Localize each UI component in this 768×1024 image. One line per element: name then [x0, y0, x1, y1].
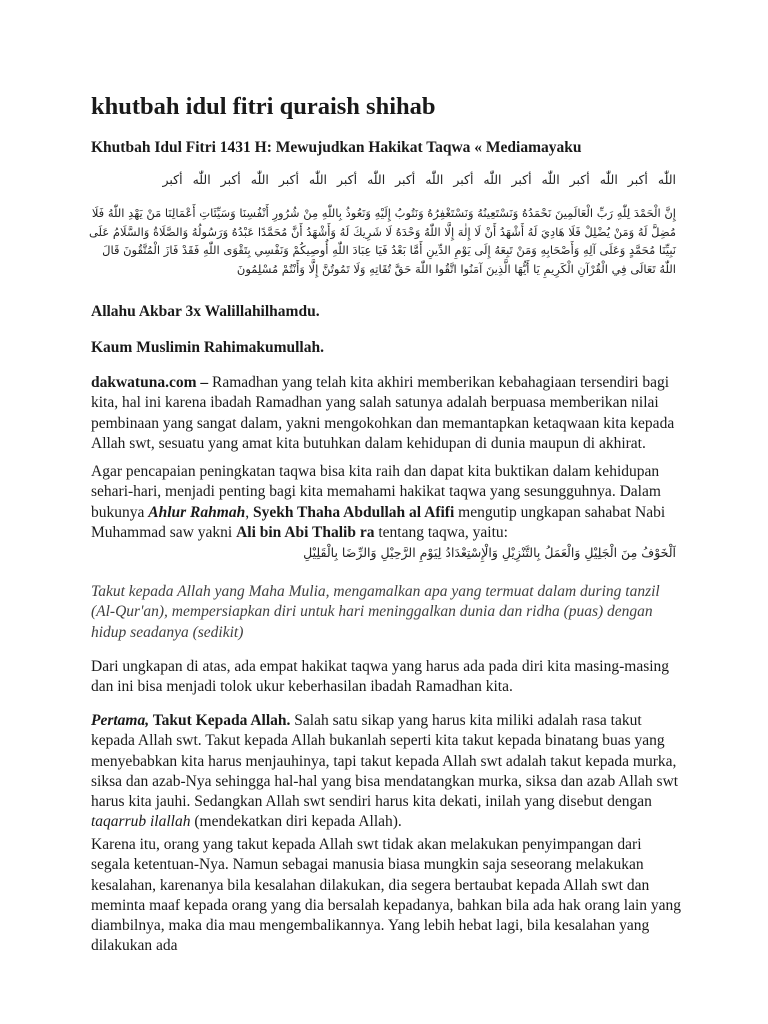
paragraph-intro — [91, 373, 683, 454]
opening-arabic-text: إِنَّ الْحَمْدَ لِلّٰهِ رَبِّ الْعَالَمِينَ نَحْمَدُهُ وَنَسْتَعِينُهُ وَنَسْتَغْفِرُهُ وَنَتُوبُ إِلَيْهِ وَنَعُوذُ بِاللّٰهِ مِنْ شُرُورِ أَنْفُسِنَا وَسَيِّئَاتِ أَعْمَالِنَا مَنْ يَهْدِ اللّٰهُ فَلَا مُضِلَّ لَهُ وَمَنْ يُضْلِلْ فَلَا هَادِيَ لَهُ أَشْهَدُ أَنْ لَا إِلٰهَ إِلَّا اللّٰهُ وَحْدَهُ لَا شَرِيكَ لَهُ وَأَشْهَدُ أَنَّ مُحَمَّدًا عَبْدُهُ وَرَسُولُهُ وَالصَّلَاةُ وَالسَّلَامُ عَلَى نَبِيِّنَا مُحَمَّدٍ وَعَلَى آلِهِ وَأَصْحَابِهِ وَمَنْ تَبِعَهُ إِلَى يَوْمِ الدِّينِ أَمَّا بَعْدُ فَيَا عِبَادَ اللّٰهِ أُوصِيكُمْ وَنَفْسِي بِتَقْوَى اللّٰهِ فَقَدْ فَازَ الْمُتَّقُونَ قَالَ اللّٰهُ تَعَالَى فِي الْقُرْآنِ الْكَرِيمِ يَا أَيُّهَا الَّذِينَ آمَنُوا اتَّقُوا اللّٰهَ حَقَّ تُقَاتِهِ وَلَا تَمُوتُنَّ إِلَّا وَأَنْتُمْ مُسْلِمُونَ — [88, 206, 676, 276]
paragraph-karena-itu: Karena itu, orang yang takut kepada Allah swt tidak akan melakukan penyimpangan dari segala ketentuan-Nya. Namun sebagai manusia biasa mungkin saja seseorang melakukan kesalahan, karenanya bila kesalahan dilakukan, dia segera bertaubat kepada Allah swt dan meminta maaf kepada orang yang dia bersalah kepadanya, bahkan bila ada hak orang lain yang diambilnya, maka dia mau mengembalikannya. Yang lebih hebat lagi, bila kesalahan yang dilakukan ada — [91, 836, 682, 955]
paragraph-text: Agar pencapaian peningkatan taqwa bisa kita raih dan dapat kita buktikan dalam kehidupan sehari-hari, menjadi penting bagi kita memahami hakikat taqwa yang sesungguhnya. Dalam bukunya — [91, 463, 661, 521]
atsar-arabic-text: اَلْخَوْفُ مِنَ الْجَلِيْلِ وَالْعَمَلُ بِالتَّنْزِيْلِ وَالْإِسْتِعْدَادُ لِيَوْمِ الرَّحِيْلِ وَالرِّضَا بِالْقَلِيْلِ — [303, 545, 676, 560]
separator: , — [245, 503, 253, 521]
paragraph-text: tentang taqwa, yaitu: — [374, 523, 508, 541]
paragraph-text: Salah satu sikap yang harus kita miliki adalah rasa takut kepada Allah swt. Takut kepada Allah bukanlah seperti kita takut kepada binatang buas yang menyebabkan kita harus menjauhinya, tapi takut kepada Allah swt adalah takut kepada murka, siksa dan azab-Nya sehingga hal-hal yang bisa mendatangkan murka, siksa dan azab Allah swt harus kita jauhi. Sedangkan Allah swt sendiri harus kita dekati, inilah yang disebut dengan — [91, 712, 679, 811]
paragraph-taqwa-context — [91, 462, 683, 543]
takbir-line: اللّٰه أكبر اللّٰه أكبر اللّٰه أكبر اللّٰه أكبر اللّٰه أكبر اللّٰه أكبر اللّٰه أكبر اللّٰه أكبر اللّٰه أكبر — [162, 172, 676, 187]
kaum-muslimin-line: Kaum Muslimin Rahimakumullah. — [91, 339, 324, 356]
paragraph-text: mengutip ungkapan sahabat Nabi Muhammad saw yakni — [91, 503, 666, 541]
paragraph-pertama — [91, 711, 683, 833]
allahu-akbar-line: Allahu Akbar 3x Walillahilhamdu. — [91, 303, 320, 320]
paragraph-four-essences: Dari ungkapan di atas, ada empat hakikat taqwa yang harus ada pada diri kita masing-masing dan ini bisa menjadi tolok ukur keberhasilan ibadah Ramadhan kita. — [91, 658, 670, 696]
taqarrub-term: taqarrub ilallah — [91, 813, 191, 831]
document-subtitle: Khutbah Idul Fitri 1431 H: Mewujudkan Hakikat Taqwa « Mediamayaku — [91, 139, 582, 156]
author-name: Syekh Thaha Abdullah al Afifi — [252, 503, 455, 521]
atsar-translation: Takut kepada Allah yang Maha Mulia, mengamalkan apa yang termuat dalam during tanzil (Al-Qur'an), mempersiapkan diri untuk hari meninggalkan dunia dan ridha (puas) dengan hidup seadanya (sedikit) — [91, 583, 660, 641]
pertama-label: Pertama, — [91, 712, 150, 729]
book-title: Ahlur Rahmah — [148, 503, 246, 521]
paragraph-intro-text: Ramadhan yang telah kita akhiri memberikan kebahagiaan tersendiri bagi kita, hal ini karena ibadah Ramadhan yang salah satunya adalah berpuasa memberikan nilai pembinaan yang sangat dalam, yakni mengokohkan dan memantapkan ketaqwaan kita kepada Allah swt, sesuatu yang amat kita butuhkan dalam kehidupan di dunia maupun di akhirat. — [91, 374, 675, 452]
sahabat-name: Ali bin Abi Thalib ra — [236, 523, 375, 541]
paragraph-text: (mendekatkan diri kepada Allah). — [190, 813, 402, 831]
pertama-heading: Takut Kepada Allah. — [149, 712, 291, 729]
source-label: dakwatuna.com – — [91, 374, 209, 391]
document-title: khutbah idul fitri quraish shihab — [91, 93, 436, 120]
